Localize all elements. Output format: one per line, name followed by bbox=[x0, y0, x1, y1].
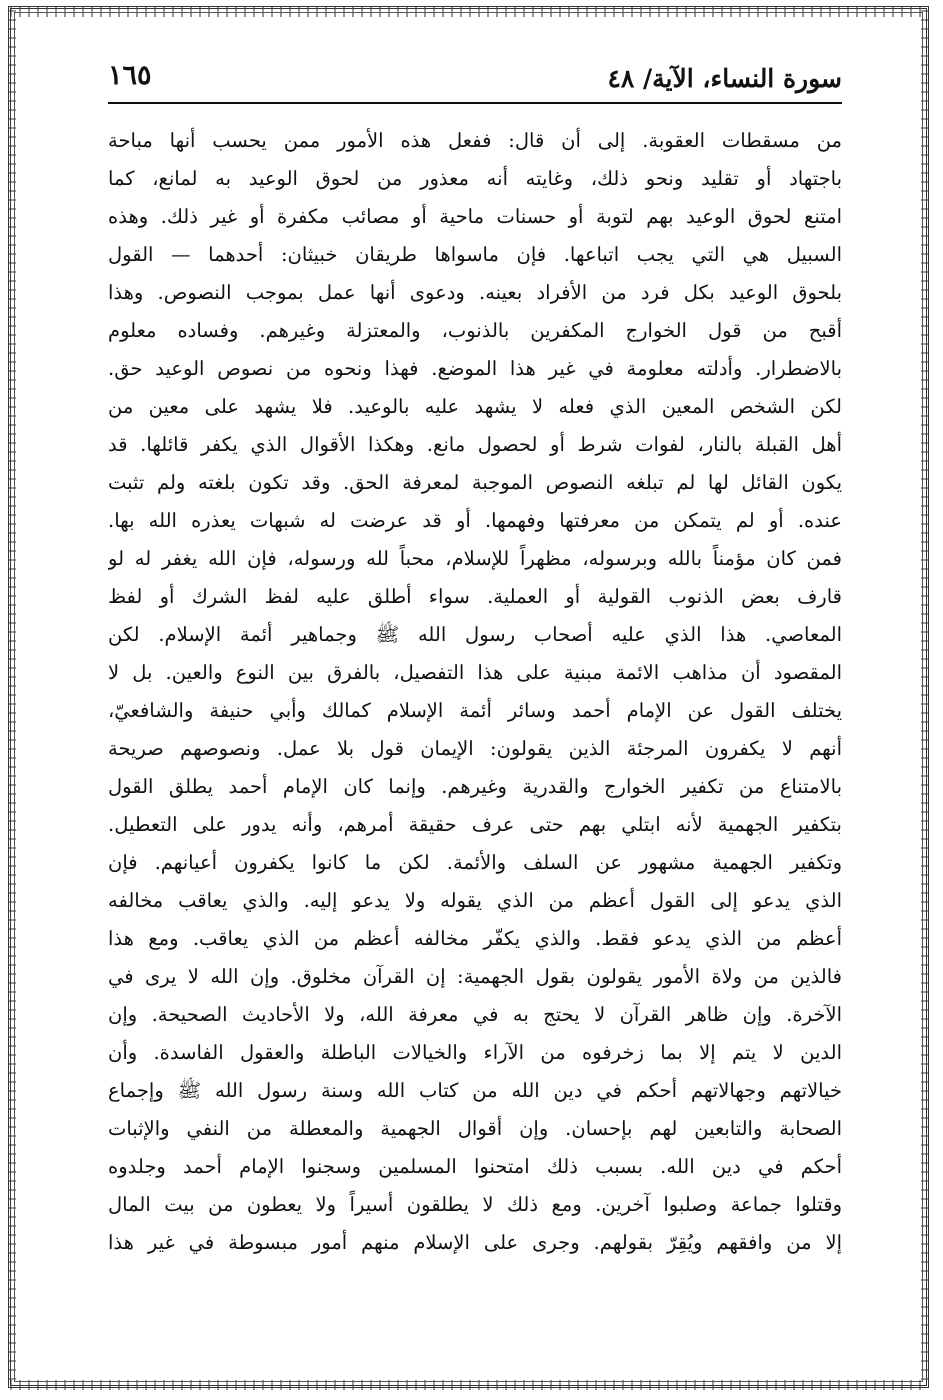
text-line: فمن كان مؤمناً بالله وبرسوله، مظهراً للإسلام، محباً لله ورسوله، فإن الله يغفر له لو bbox=[108, 547, 842, 570]
running-title: سورة النساء، الآية/ ٤٨ bbox=[607, 64, 842, 93]
text-line: وقتلوا جماعة وصلبوا آخرين. ومع ذلك لا يطلقون أسيراً ولا يعطون من بيت المال bbox=[108, 1193, 842, 1216]
text-line: أهل القبلة بالنار، لفوات شرط أو لحصول مانع. وهكذا الأقوال الذي يكفر قائلها. قد bbox=[108, 433, 842, 456]
text-line: إلا من وافقهم ويُقِرّ بقولهم. وجرى على الإسلام منهم أمور مبسوطة في غير هذا bbox=[108, 1231, 842, 1254]
text-line: من مسقطات العقوبة. إلى أن قال: ففعل هذه الأمور ممن يحسب أنها مباحة bbox=[108, 129, 842, 152]
text-line: أنهم لا يكفرون المرجئة الذين يقولون: الإيمان قول بلا عمل. ونصوصهم صريحة bbox=[108, 737, 842, 760]
page-number: ١٦٥ bbox=[108, 60, 152, 91]
text-line: باجتهاد أو تقليد ونحو ذلك، وغايته أنه معذور من لحوق الوعيد به لمانع، كما bbox=[108, 167, 842, 190]
header-divider bbox=[108, 102, 842, 104]
text-line: يكون القائل لها لم تبلغه النصوص الموجبة لمعرفة الحق. وقد تكون بلغته ولم تثبت bbox=[108, 471, 842, 494]
text-line: عنده. أو لم يتمكن من معرفتها وفهمها. أو قد عرضت له شبهات يعذره الله بها. bbox=[108, 509, 842, 532]
text-line: بلحوق الوعيد بكل فرد من الأفراد بعينه. ودعوى أنها عمل بموجب النصوص. وهذا bbox=[108, 281, 842, 304]
text-line: خيالاتهم وجهالاتهم أحكم في دين الله من كتاب الله وسنة رسول الله ﷺ وإجماع bbox=[108, 1079, 842, 1102]
text-line: لكن الشخص المعين الذي فعله لا يشهد عليه بالوعيد. فلا يشهد على معين من bbox=[108, 395, 842, 418]
text-line: أحكم في دين الله. بسبب ذلك امتحنوا المسلمين وسجنوا الإمام أحمد وجلدوه bbox=[108, 1155, 842, 1178]
text-line: قارف بعض الذنوب القولية أو العملية. سواء أطلق عليه لفظ الشرك أو لفظ bbox=[108, 585, 842, 608]
text-line: فالذين من ولاة الأمور يقولون بقول الجهمية: إن القرآن مخلوق. وإن الله لا يرى في bbox=[108, 965, 842, 988]
text-line: الصحابة والتابعين لهم بإحسان. وإن أقوال الجهمية والمعطلة من النفي والإثبات bbox=[108, 1117, 842, 1140]
text-line: يختلف القول عن الإمام أحمد وسائر أئمة الإسلام كمالك وأبي حنيفة والشافعيّ، bbox=[108, 699, 842, 722]
text-line: الذي يدعو إلى القول أعظم من الذي يقوله ولا يدعو إليه. والذي يعاقب مخالفه bbox=[108, 889, 842, 912]
page-header bbox=[108, 58, 842, 98]
text-line: بالامتناع من تكفير الخوارج والقدرية وغيرهم. وإنما كان الإمام أحمد يطلق القول bbox=[108, 775, 842, 798]
text-line: الآخرة. وإن ظاهر القرآن لا يحتج به في معرفة الله، ولا الأحاديث الصحيحة. وإن bbox=[108, 1003, 842, 1026]
text-line: المقصود أن مذاهب الائمة مبنية على هذا التفصيل، بالفرق بين النوع والعين. بل لا bbox=[108, 661, 842, 684]
text-line: الدين لا يتم إلا بما زخرفوه من الآراء والخيالات الباطلة والعقول الفاسدة. وأن bbox=[108, 1041, 842, 1064]
text-line: بتكفير الجهمية لأنه ابتلي بهم حتى عرف حقيقة أمرهم، وأنه يدور على التعطيل. bbox=[108, 813, 842, 836]
text-line: المعاصي. هذا الذي عليه أصحاب رسول الله ﷺ وجماهير أئمة الإسلام. لكن bbox=[108, 623, 842, 646]
text-line: أقبح من قول الخوارج المكفرين بالذنوب، والمعتزلة وغيرهم. وفساده معلوم bbox=[108, 319, 842, 342]
body-text bbox=[108, 122, 842, 1262]
text-line: وتكفير الجهمية مشهور عن السلف والأئمة. لكن ما كانوا يكفرون أعيانهم. فإن bbox=[108, 851, 842, 874]
text-line: امتنع لحوق الوعيد بهم لتوبة أو حسنات ماحية أو مصائب مكفرة أو غير ذلك. وهذه bbox=[108, 205, 842, 228]
text-line: بالاضطرار. وأدلته معلومة في غير هذا الموضع. فهذا ونحوه من نصوص الوعيد حق. bbox=[108, 357, 842, 380]
text-line: أعظم من الذي يدعو فقط. والذي يكفّر مخالفه أعظم من الذي يعاقب. ومع هذا bbox=[108, 927, 842, 950]
text-line: السبيل هي التي يجب اتباعها. فإن ماسواها طريقان خبيثان: أحدهما — القول bbox=[108, 243, 842, 266]
